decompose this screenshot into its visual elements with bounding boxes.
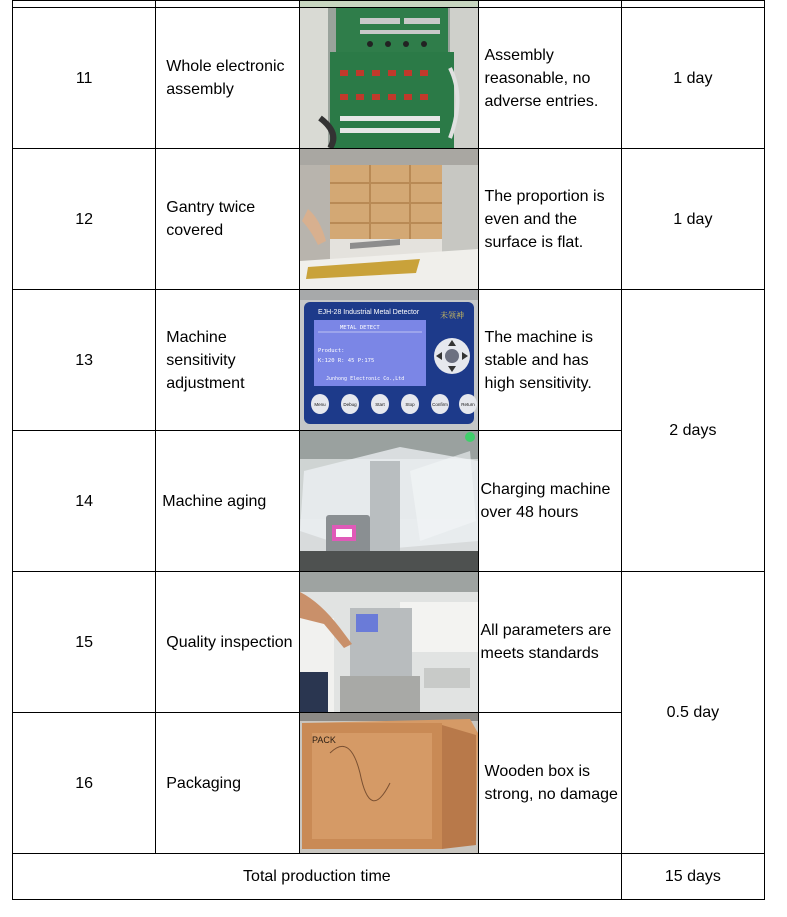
step-result: The proportion is even and the surface is flat.	[478, 149, 621, 290]
crate-mark: PACK	[311, 735, 336, 745]
screen-line: Junhong Electronic Co.,Ltd	[325, 376, 404, 382]
step-result: Assembly reasonable, no adverse entries.	[478, 8, 621, 149]
panel-brand: 未领神	[439, 311, 464, 320]
step-name: Quality inspection	[156, 572, 299, 713]
step-name: Gantry twice covered	[156, 149, 299, 290]
step-name: Machine sensitivity adjustment	[156, 290, 299, 431]
step-number: 11	[13, 8, 156, 149]
quality-inspection-photo	[300, 572, 478, 712]
confirm-button-label: Confirm	[431, 402, 448, 407]
machine-aging-photo	[300, 431, 478, 571]
wooden-crate-photo	[300, 713, 478, 853]
detector-panel-photo	[300, 290, 478, 430]
panel-header: EJH-28 Industrial Metal Detector	[317, 309, 419, 316]
return-button-label: Return	[460, 402, 475, 407]
gantry-covering-photo	[300, 149, 478, 289]
step-duration: 0.5 day	[621, 572, 764, 854]
step-duration: 1 day	[621, 8, 764, 149]
menu-button-label: Menu	[313, 402, 326, 407]
step-result: All parameters are meets standards	[478, 572, 621, 713]
step-duration: 1 day	[621, 149, 764, 290]
step-number: 12	[13, 149, 156, 290]
step-name: Machine aging	[156, 431, 299, 572]
step-number: 16	[13, 713, 156, 854]
screen-line: Product:	[317, 348, 344, 354]
step-result: Charging machine over 48 hours	[478, 431, 621, 572]
step-result: Wooden box is strong, no damage	[478, 713, 621, 854]
total-row	[13, 854, 765, 900]
step-name: Packaging	[156, 713, 299, 854]
step-name: Whole electronic assembly	[156, 8, 299, 149]
table-row	[13, 149, 765, 290]
circuit-board-photo	[300, 8, 478, 148]
table-row	[13, 1, 765, 8]
screen-line: K:120 R: 45 P:175	[317, 358, 374, 364]
screen-title: METAL DETECT	[339, 325, 380, 331]
stop-button-label: Stop	[404, 402, 415, 407]
step-number: 13	[13, 290, 156, 431]
step-number: 15	[13, 572, 156, 713]
production-table	[12, 0, 765, 900]
table-row	[13, 8, 765, 149]
step-number: 14	[13, 431, 156, 572]
debug-button-label: Debug	[342, 402, 357, 407]
step-duration: 2 days	[621, 290, 764, 572]
table-row	[13, 290, 765, 431]
table-row	[13, 572, 765, 713]
step-result: The machine is stable and has high sensitivity.	[478, 290, 621, 431]
start-button-label: Start	[374, 402, 385, 407]
total-label: Total production time	[13, 854, 622, 900]
total-value: 15 days	[621, 854, 764, 900]
previous-photo-edge	[299, 1, 478, 8]
